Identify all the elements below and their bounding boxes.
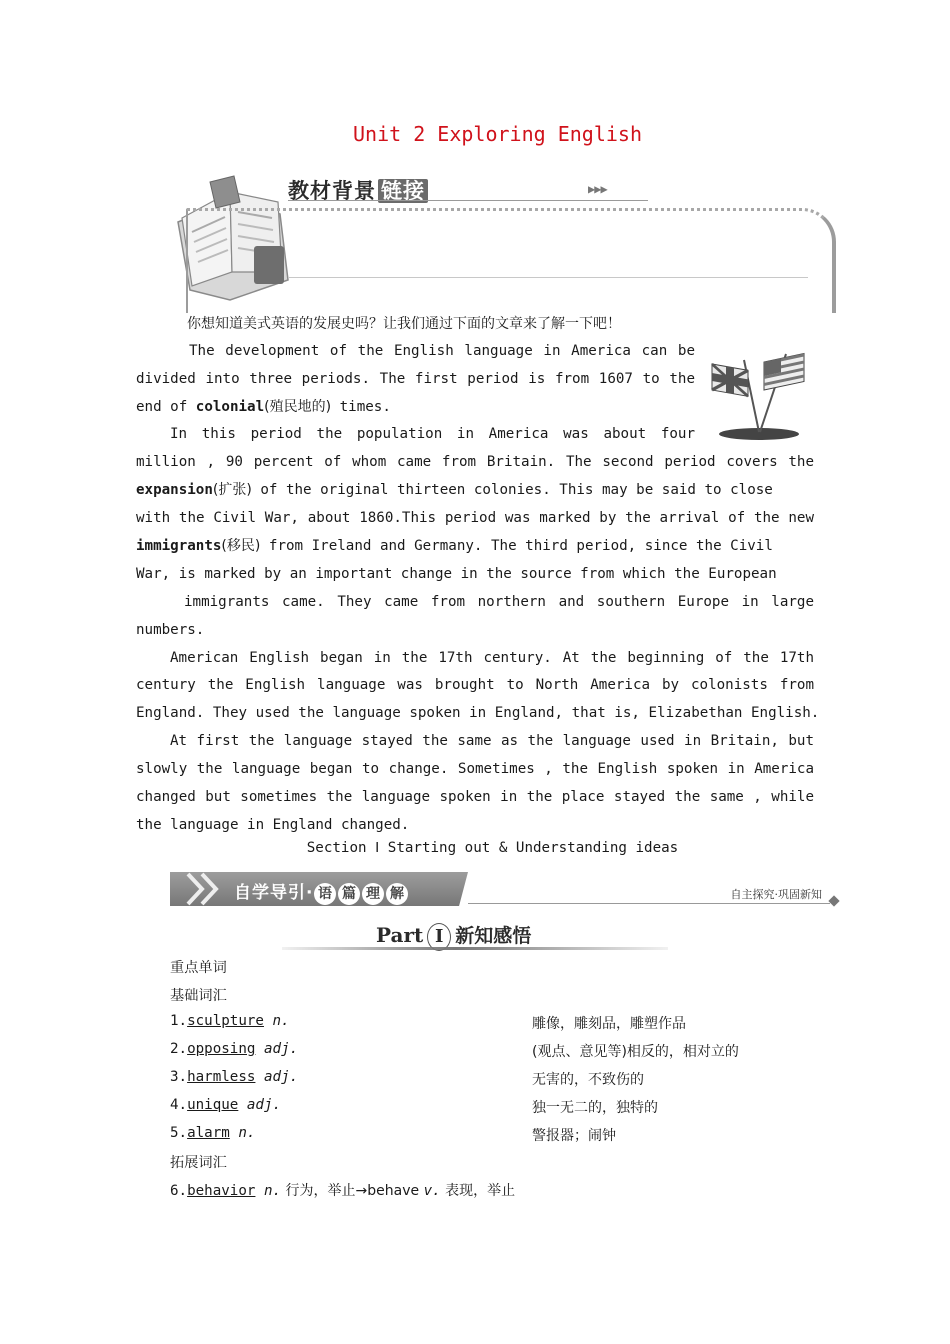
passage-line: At first the language stayed the same as the language used in Britain, but xyxy=(170,733,814,749)
banner-heading-chip: 链接 xyxy=(378,179,428,203)
textbook-background-banner xyxy=(170,172,840,310)
vocab-heading: 重点单词 xyxy=(170,960,227,976)
passage-line: changed but sometimes the language spoken in the place stayed the same , while xyxy=(136,789,814,805)
keyword: expansion xyxy=(136,482,213,498)
arrows-decoration: ▶▶▶ xyxy=(588,182,607,196)
passage-line: divided into three periods. The first period is from 1607 to the xyxy=(136,371,695,387)
vocab-item: 3.harmless adj. xyxy=(170,1069,299,1085)
vocab-item: 4.unique adj. xyxy=(170,1097,282,1113)
vocab-subheading: 拓展词汇 xyxy=(170,1155,227,1171)
passage-line: In this period the population in America was about four xyxy=(170,426,695,442)
vocab-item: 6.behavior n. 行为，举止→behave v. 表现，举止 xyxy=(170,1183,516,1199)
divider xyxy=(288,277,808,278)
flags-image xyxy=(704,348,808,443)
passage-line: century the English language was brought to North America by colonists from xyxy=(136,677,814,693)
vocab-item: 1.sculpture n. xyxy=(170,1013,290,1029)
vocab-meaning: 雕像，雕刻品，雕塑作品 xyxy=(532,1016,686,1032)
vocab-meaning: 警报器；闹钟 xyxy=(532,1128,616,1144)
page-title: Unit 2 Exploring English xyxy=(353,122,642,146)
passage-line: expansion(扩张) of the original thirteen colonies. This may be said to close xyxy=(136,482,773,498)
bar-right-label: 自主探究·巩固新知 xyxy=(730,888,822,901)
divider xyxy=(282,947,668,950)
passage-line: end of colonial(殖民地的) times. xyxy=(136,399,391,415)
section-title: Section Ⅰ Starting out & Understanding ideas xyxy=(306,840,679,856)
vocab-item: 2.opposing adj. xyxy=(170,1041,299,1057)
intro-text: 你想知道美式英语的发展史吗？让我们通过下面的文章来了解一下吧！ xyxy=(187,316,621,332)
passage-line: War, is marked by an important change in the source from which the European xyxy=(136,566,777,582)
diamond-icon xyxy=(828,895,839,906)
banner-frame xyxy=(186,208,836,313)
part-heading: Part Ⅰ 新知感悟 xyxy=(282,918,668,952)
self-study-bar xyxy=(170,872,840,912)
passage-line: million , 90 percent of whom came from Britain. The second period covers the xyxy=(136,454,814,470)
passage-line: immigrants came. They came from northern and southern Europe in large xyxy=(184,594,814,610)
vocab-meaning: 独一无二的，独特的 xyxy=(532,1100,658,1116)
keyword: immigrants xyxy=(136,538,222,554)
banner-heading: 教材背景 链接 xyxy=(288,175,428,205)
passage-line: American English began in the 17th century. At the beginning of the 17th xyxy=(170,650,814,666)
passage-line: The development of the English language in America can be xyxy=(189,343,695,359)
vocab-meaning: 无害的，不致伤的 xyxy=(532,1072,644,1088)
passage-line: with the Civil War, about 1860.This period was marked by the arrival of the new xyxy=(136,510,814,526)
passage-line: the language in England changed. xyxy=(136,817,410,833)
roman-numeral-badge: Ⅰ xyxy=(427,923,451,951)
keyword: colonial xyxy=(195,399,265,415)
vocab-item: 5.alarm n. xyxy=(170,1125,256,1141)
passage-line: England. They used the language spoken in England, that is, Elizabethan English. xyxy=(136,705,820,721)
bar-label: 自学导引· 语 篇 理 解 xyxy=(234,878,409,905)
divider xyxy=(468,903,830,904)
vocab-subheading: 基础词汇 xyxy=(170,988,227,1004)
passage-line: slowly the language began to change. Sometimes , the English spoken in America xyxy=(136,761,814,777)
vocab-meaning: (观点、意见等)相反的，相对立的 xyxy=(532,1044,739,1060)
double-chevron-icon xyxy=(184,872,224,906)
passage-line: immigrants(移民) from Ireland and Germany. The third period, since the Civil xyxy=(136,538,773,554)
passage-line: numbers. xyxy=(136,622,205,638)
divider xyxy=(288,200,648,201)
